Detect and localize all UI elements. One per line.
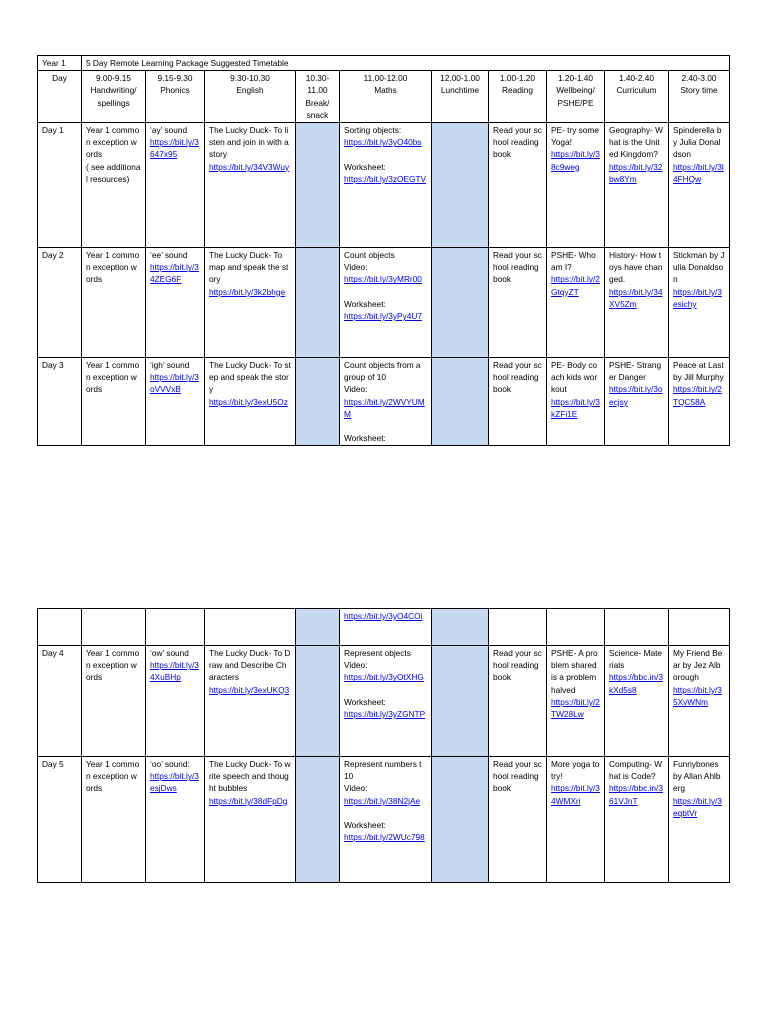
story-text: Funnybones by Allan Ahlberg <box>673 759 721 794</box>
english-cell <box>205 757 296 883</box>
maths-text: Count objects from a group of 10 Video: <box>344 360 421 395</box>
phonics-text: ‘oo’ sound: <box>150 759 190 769</box>
day-label: Day 1 <box>38 123 82 248</box>
maths-video-link[interactable]: https://bit.ly/2WVYUMM <box>344 396 425 419</box>
handwriting-cell: Year 1 common exception words <box>82 646 146 757</box>
english-cell <box>205 609 296 646</box>
curriculum-text: History- How toys have changed. <box>609 250 663 285</box>
maths-cell <box>340 248 432 358</box>
wellbeing-cell <box>547 248 605 358</box>
wellbeing-text: More yoga to try! <box>551 759 600 782</box>
curriculum-cell <box>605 757 669 883</box>
header-handwriting: 9.00-9.15 Handwriting/ spellings <box>82 71 146 123</box>
day-label: Day 4 <box>38 646 82 757</box>
worksheet-label: Worksheet: <box>344 161 386 172</box>
story-cell <box>669 609 730 646</box>
curriculum-text: PSHE- Stranger Danger <box>609 360 662 383</box>
wellbeing-link[interactable]: https://bit.ly/34WMXri <box>551 783 600 806</box>
english-text: The Lucky Duck- To step and speak the story <box>209 360 291 395</box>
phonics-text: ‘ow’ sound <box>150 648 189 658</box>
english-cell <box>205 248 296 358</box>
header-english: 9.30-10.30 English <box>205 71 296 123</box>
wellbeing-cell <box>547 646 605 757</box>
wellbeing-text: PE- Body coach kids workout <box>551 360 598 395</box>
phonics-link[interactable]: https://bit.ly/3esjDws <box>150 771 199 794</box>
header-lunchtime: 12.00-1.00 Lunchtime <box>432 71 489 123</box>
wellbeing-text: PE- try some Yoga! <box>551 125 599 148</box>
english-link[interactable]: https://bit.ly/34V3Wuy <box>209 161 290 172</box>
wellbeing-link[interactable]: https://bit.ly/2GtqyZT <box>551 274 600 297</box>
maths-worksheet-link[interactable]: https://bit.ly/3yPy4U7 <box>344 311 422 322</box>
english-text: The Lucky Duck- To write speech and thought bubbles <box>209 759 291 794</box>
english-link[interactable]: https://bit.ly/38dFpDg <box>209 795 288 806</box>
maths-cell <box>340 609 432 646</box>
english-cell <box>205 358 296 446</box>
phonics-cell <box>146 123 205 248</box>
timetable-title: 5 Day Remote Learning Package Suggested Timetable <box>82 56 730 71</box>
phonics-link[interactable]: https://bit.ly/34XuBHp <box>150 660 199 683</box>
lunchtime-cell <box>432 609 489 646</box>
header-wellbeing: 1.20-1.40 Wellbeing/ PSHE/PE <box>547 71 605 123</box>
maths-text: Sorting objects: <box>344 125 402 136</box>
reading-cell <box>489 609 547 646</box>
lunchtime-cell <box>432 757 489 883</box>
maths-video-link[interactable]: https://bit.ly/3yO40bs <box>344 137 422 148</box>
table-row-day-3 <box>38 358 730 446</box>
timetable-page-2 <box>37 608 730 883</box>
english-text: The Lucky Duck- To listen and join in with a story <box>209 125 289 160</box>
phonics-cell <box>146 757 205 883</box>
wellbeing-link[interactable]: https://bit.ly/2TW28Lw <box>551 696 600 720</box>
wellbeing-cell <box>547 358 605 446</box>
story-cell <box>669 358 730 446</box>
header-curriculum: 1.40-2.40 Curriculum <box>605 71 669 123</box>
reading-cell: Read your school reading book <box>489 757 547 883</box>
handwriting-cell: Year 1 common exception words <box>82 248 146 358</box>
english-link[interactable]: https://bit.ly/3exU5Oz <box>209 396 288 407</box>
day-label-continued <box>38 609 82 646</box>
title-row <box>38 56 730 71</box>
wellbeing-text: PSHE- Who am I? <box>551 250 596 273</box>
break-cell <box>296 358 340 446</box>
curriculum-text: Geography- What is the United Kingdom? <box>609 125 663 160</box>
story-link[interactable]: https://bit.ly/3l4FHQw <box>673 161 724 184</box>
english-link[interactable]: https://bit.ly/3exUKQ3 <box>209 684 290 695</box>
header-reading: 1.00-1.20 Reading <box>489 71 547 123</box>
timetable-page-1 <box>37 55 730 446</box>
table-row-day-3-continued <box>38 609 730 646</box>
story-text: Stickman by Julia Donaldson <box>673 250 725 285</box>
curriculum-link[interactable]: https://bit.ly/32bw8Ym <box>609 161 663 184</box>
curriculum-cell <box>605 248 669 358</box>
break-cell <box>296 609 340 646</box>
table-row-day-5 <box>38 757 730 883</box>
story-text: My Friend Bear by Jez Alborough <box>673 648 723 683</box>
year-label: Year 1 <box>38 56 82 71</box>
reading-cell: Read your school reading book <box>489 358 547 446</box>
phonics-cell <box>146 358 205 446</box>
wellbeing-text: PSHE- A problem shared is a problem halved <box>551 648 598 695</box>
curriculum-text: Computing- What is Code? <box>609 759 663 782</box>
curriculum-link[interactable]: https://bbc.in/361VJnT <box>609 783 663 806</box>
phonics-text: ‘ee’ sound <box>150 250 188 261</box>
english-text: The Lucky Duck- To Draw and Describe Characters <box>209 648 291 683</box>
maths-cell <box>340 646 432 757</box>
reading-cell: Read your school reading book <box>489 646 547 757</box>
phonics-cell <box>146 248 205 358</box>
curriculum-cell <box>605 123 669 248</box>
phonics-cell <box>146 646 205 757</box>
maths-text: Represent numbers t 10 Video: <box>344 759 422 794</box>
story-link[interactable]: https://bit.ly/3eqbtVr <box>673 795 722 818</box>
english-cell <box>205 646 296 757</box>
break-cell <box>296 646 340 757</box>
english-text: The Lucky Duck- To map and speak the story <box>209 250 289 285</box>
curriculum-link[interactable]: https://bit.ly/34XV5Zm <box>609 286 663 309</box>
story-link[interactable]: https://bit.ly/35XvWNm <box>673 684 722 707</box>
phonics-text: ‘igh’ sound <box>150 360 190 371</box>
story-cell <box>669 757 730 883</box>
header-phonics: 9.15-9.30 Phonics <box>146 71 205 123</box>
story-link[interactable]: https://bit.ly/3esichy <box>673 286 722 309</box>
header-maths: 11.00-12.00 Maths <box>340 71 432 123</box>
curriculum-cell <box>605 609 669 646</box>
phonics-link[interactable]: https://bit.ly/3oVVVxB <box>150 372 199 395</box>
wellbeing-link[interactable]: https://bit.ly/3kZFi1E <box>551 396 600 419</box>
wellbeing-cell <box>547 757 605 883</box>
story-text: Spinderella by Julia Donaldson <box>673 125 722 160</box>
table-row-day-2 <box>38 248 730 358</box>
header-row <box>38 71 730 123</box>
reading-cell: Read your school reading book <box>489 123 547 248</box>
lunchtime-cell <box>432 646 489 757</box>
break-cell <box>296 123 340 248</box>
phonics-link[interactable]: https://bit.ly/3647x95 <box>150 137 199 160</box>
maths-text: Represent objects Video: <box>344 648 411 671</box>
maths-cell <box>340 123 432 248</box>
maths-worksheet-link[interactable]: https://bit.ly/3yZGNTP <box>344 709 426 720</box>
reading-cell: Read your school reading book <box>489 248 547 358</box>
wellbeing-link[interactable]: https://bit.ly/38c9weg <box>551 149 600 172</box>
handwriting-cell: Year 1 common exception words ( see additional resources) <box>82 123 146 248</box>
maths-video-link[interactable]: https://bit.ly/3yOtXHG <box>344 672 424 683</box>
lunchtime-cell <box>432 123 489 248</box>
phonics-link[interactable]: https://bit.ly/34ZEG6F <box>150 262 199 285</box>
worksheet-label: Worksheet: <box>344 298 386 309</box>
english-cell <box>205 123 296 248</box>
maths-video-link[interactable]: https://bit.ly/38N2jAe <box>344 795 421 806</box>
maths-cell <box>340 358 432 446</box>
maths-cell <box>340 757 432 883</box>
curriculum-link[interactable]: https://bit.ly/3oecjsy <box>609 384 663 407</box>
maths-video-link[interactable]: https://bit.ly/3yMRr00 <box>344 274 422 285</box>
phonics-cell <box>146 609 205 646</box>
maths-worksheet-link[interactable]: https://bit.ly/2WUc798 <box>344 832 425 843</box>
header-day: Day <box>38 71 82 123</box>
wellbeing-cell <box>547 123 605 248</box>
curriculum-link[interactable]: https://bbc.in/3kXd5s8 <box>609 672 663 695</box>
curriculum-text: Science- Materials <box>609 648 663 671</box>
story-cell <box>669 248 730 358</box>
story-cell <box>669 123 730 248</box>
table-row-day-4 <box>38 646 730 757</box>
header-break: 10.30- 11.00 Break/ snack <box>296 71 340 123</box>
handwriting-cell: Year 1 common exception words <box>82 358 146 446</box>
lunchtime-cell <box>432 248 489 358</box>
story-text: Peace at Last by Jill Murphy <box>673 360 724 383</box>
table-row-day-1 <box>38 123 730 248</box>
break-cell <box>296 248 340 358</box>
story-link[interactable]: https://bit.ly/2TQC58A <box>673 384 722 407</box>
header-story-time: 2.40-3.00 Story time <box>669 71 730 123</box>
maths-worksheet-link[interactable]: https://bit.ly/3yO4COi <box>344 611 423 621</box>
maths-worksheet-link[interactable]: https://bit.ly/3zOEGTV <box>344 173 427 184</box>
curriculum-cell <box>605 646 669 757</box>
handwriting-cell <box>82 609 146 646</box>
phonics-text: ‘ay’ sound <box>150 125 188 136</box>
break-cell <box>296 757 340 883</box>
worksheet-label: Worksheet: <box>344 820 386 831</box>
lunchtime-cell <box>432 358 489 446</box>
day-label: Day 3 <box>38 358 82 446</box>
day-label: Day 5 <box>38 757 82 883</box>
worksheet-label: Worksheet: <box>344 433 386 444</box>
english-link[interactable]: https://bit.ly/3k2bhge <box>209 286 286 297</box>
story-cell <box>669 646 730 757</box>
maths-text: Count objects Video: <box>344 250 395 273</box>
day-label: Day 2 <box>38 248 82 358</box>
handwriting-cell: Year 1 common exception words <box>82 757 146 883</box>
wellbeing-cell <box>547 609 605 646</box>
curriculum-cell <box>605 358 669 446</box>
worksheet-label: Worksheet: <box>344 696 386 707</box>
